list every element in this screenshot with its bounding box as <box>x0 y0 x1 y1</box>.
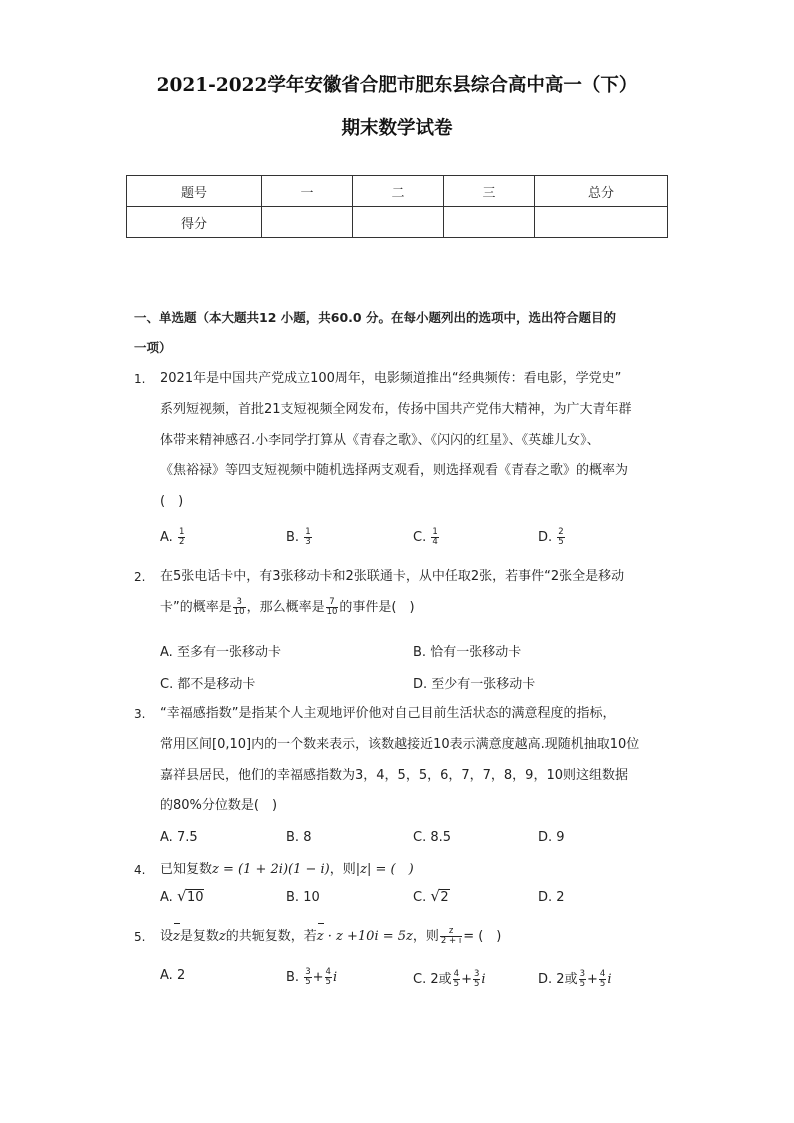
option-label: C. <box>413 972 427 987</box>
option-label: A. <box>160 890 173 905</box>
option-label: A. <box>160 830 173 845</box>
stem-line: 常用区间[0,10]内的一个数来表示，该数越接近10表示满意度越高.现随机抽取10位 <box>160 736 640 752</box>
fraction: $\frac{2}{5}$ <box>558 527 564 547</box>
header-cell-question-no: 题号 <box>127 176 262 207</box>
option-label: A. <box>160 530 173 545</box>
header-cell-part-3: 三 <box>444 176 535 207</box>
option-text: 8.5 <box>430 830 452 845</box>
option-text: 至多有一张移动卡 <box>176 645 281 660</box>
option-text: 2或 <box>556 972 578 987</box>
fraction: $\frac{7}{10}$ <box>326 596 338 617</box>
option-a[interactable] <box>160 641 281 660</box>
option-a[interactable] <box>160 830 198 845</box>
score-cell-total[interactable] <box>535 207 668 238</box>
square-root: √ 10 <box>176 887 204 905</box>
question-2-stem <box>160 562 672 624</box>
fraction: $\frac{1}{4}$ <box>432 527 438 547</box>
option-a[interactable] <box>160 528 186 547</box>
option-label: D. <box>538 530 553 545</box>
option-label: D. <box>538 830 553 845</box>
option-d[interactable] <box>538 528 566 547</box>
question-number: 1. <box>134 372 146 386</box>
option-b[interactable] <box>286 830 311 845</box>
option-d[interactable]: D. 2或 $\frac{3}{5}$ + $\frac{4}{5}$ i <box>538 969 612 989</box>
stem-text: 的事件是( ) <box>339 599 415 615</box>
option-label: B. <box>413 645 427 660</box>
option-c[interactable]: C. 2或 $\frac{4}{5}$ + $\frac{3}{5}$ i <box>413 969 486 989</box>
option-d[interactable] <box>538 830 565 845</box>
square-root: √ 2 <box>430 887 449 905</box>
section-heading <box>134 303 674 363</box>
fraction: $\frac{1}{3}$ <box>305 527 311 547</box>
score-table-score-row <box>127 207 668 238</box>
imaginary-unit: i <box>332 970 338 985</box>
stem-line: “幸福感指数”是指某个人主观地评价他对自己目前生活状态的满意程度的指标， <box>160 706 616 721</box>
option-a[interactable] <box>160 887 204 905</box>
option-d[interactable] <box>538 890 565 905</box>
option-text: 都不是移动卡 <box>177 677 256 692</box>
option-label: B. <box>286 530 300 545</box>
option-label: C. <box>413 890 427 905</box>
option-label: D. <box>538 972 553 987</box>
stem-line: 的80%分位数是( ) <box>160 798 278 814</box>
stem-text: 已知复数 <box>160 862 213 877</box>
option-label: A. <box>160 968 173 983</box>
stem-line: 体带来精神感召.小李同学打算从《青春之歌》、《闪闪的红星》、《英雄儿女》、 <box>160 432 600 448</box>
question-4-stem <box>160 855 672 886</box>
section-heading-line1: 一、单选题（本大题共12 小题，共60.0 分。在每小题列出的选项中，选出符合题目的 <box>134 310 616 325</box>
stem-text: ，则 <box>412 929 439 944</box>
question-5-stem <box>160 922 672 953</box>
math-variable: z <box>218 929 226 944</box>
imaginary-unit: i <box>481 972 486 987</box>
option-d[interactable] <box>413 673 535 692</box>
exam-title-line2: 期末数学试卷 <box>341 118 453 139</box>
question-number: 2. <box>134 570 146 584</box>
section-heading-line2: 一项） <box>134 340 172 355</box>
option-text: 恰有一张移动卡 <box>430 645 522 660</box>
score-cell-part-1[interactable] <box>262 207 353 238</box>
option-b[interactable] <box>413 641 521 660</box>
option-text: 10 <box>303 890 320 905</box>
score-row-label: 得分 <box>127 207 262 238</box>
option-c[interactable] <box>413 528 440 547</box>
option-c[interactable] <box>413 830 451 845</box>
question-3-stem <box>160 699 672 822</box>
option-a[interactable] <box>160 968 185 983</box>
exam-title-line1: 2021-2022学年安徽省合肥市肥东县综合高中高一（下） <box>156 75 638 96</box>
option-text: 2 <box>556 890 565 905</box>
answer-blank: ( ) <box>160 494 184 510</box>
stem-text: 是复数 <box>179 929 219 944</box>
option-text: 至少有一张移动卡 <box>431 677 536 692</box>
option-text: 2或 <box>430 972 452 987</box>
score-cell-part-2[interactable] <box>353 207 444 238</box>
fraction: $\frac{3}{5}$ <box>579 969 585 989</box>
option-label: C. <box>413 830 427 845</box>
option-text: 2 <box>176 968 186 983</box>
stem-line: 嘉祥县居民，他们的幸福感指数为3，4，5，5，6，7，7，8，9，10则这组数据 <box>160 767 628 783</box>
option-label: C. <box>160 677 174 692</box>
option-c[interactable] <box>160 673 255 692</box>
fraction: $\frac{1}{2}$ <box>178 527 185 547</box>
fraction: $\frac{3}{10}$ <box>233 596 245 617</box>
option-label: A. <box>160 645 173 660</box>
conjugate-z: z <box>173 922 180 953</box>
math-expression: |z| = ( ) <box>355 862 414 877</box>
option-text: 8 <box>303 830 312 845</box>
conjugate-z: z <box>317 922 324 953</box>
math-expression: z = (1 + 2i)(1 − i) <box>212 862 330 877</box>
question-number: 5. <box>134 930 146 944</box>
option-label: D. <box>413 677 428 692</box>
option-text: 9 <box>556 830 565 845</box>
option-b[interactable] <box>286 890 320 905</box>
stem-line: 在5张电话卡中，有3张移动卡和2张联通卡，从中任取2张，若事件“2张全是移动 <box>160 569 625 584</box>
score-table-header-row <box>127 176 668 207</box>
imaginary-unit: i <box>607 972 612 987</box>
header-cell-total: 总分 <box>535 176 668 207</box>
header-cell-part-1: 一 <box>262 176 353 207</box>
fraction: $\frac{3}{5}$ <box>305 967 311 987</box>
score-cell-part-3[interactable] <box>444 207 535 238</box>
option-b[interactable] <box>286 528 313 547</box>
stem-text: ，则 <box>329 862 356 877</box>
math-expression: · z +10i = 5z <box>327 929 413 944</box>
option-c[interactable] <box>413 887 450 905</box>
question-number: 3. <box>134 707 146 721</box>
stem-line: 《焦裕禄》等四支短视频中随机选择两支观看，则选择观看《青春之歌》的概率为 <box>160 463 629 479</box>
stem-text: 设 <box>160 929 174 944</box>
fraction: $\frac{3}{5}$ <box>473 969 480 989</box>
stem-text: 的共轭复数，若 <box>225 929 317 944</box>
option-label: C. <box>413 530 427 545</box>
fraction: $\frac{z}{2 + i}$ <box>440 926 462 946</box>
option-text: 7.5 <box>176 830 198 845</box>
fraction: $\frac{4}{5}$ <box>325 967 331 987</box>
stem-text: 卡”的概率是 <box>160 599 232 615</box>
option-label: D. <box>538 890 553 905</box>
stem-text: ，那么概率是 <box>246 599 325 615</box>
option-b[interactable]: B. $\frac{3}{5}$ + $\frac{4}{5}$ i <box>286 967 338 987</box>
fraction: $\frac{4}{5}$ <box>599 969 606 989</box>
option-label: B. <box>286 970 300 985</box>
header-cell-part-2: 二 <box>353 176 444 207</box>
question-number: 4. <box>134 863 146 877</box>
stem-text: = ( ) <box>463 929 502 944</box>
option-label: B. <box>286 830 300 845</box>
score-table <box>126 175 668 238</box>
fraction: $\frac{4}{5}$ <box>453 969 460 989</box>
stem-line: 系列短视频，首批21支短视频全网发布，传扬中国共产党伟大精神，为广大青年群 <box>160 401 632 417</box>
option-label: B. <box>286 890 300 905</box>
question-1-stem <box>160 364 672 518</box>
stem-line <box>160 593 672 624</box>
stem-line: 2021年是中国共产党成立100周年，电影频道推出“经典频传：看电影，学党史” <box>160 371 622 386</box>
